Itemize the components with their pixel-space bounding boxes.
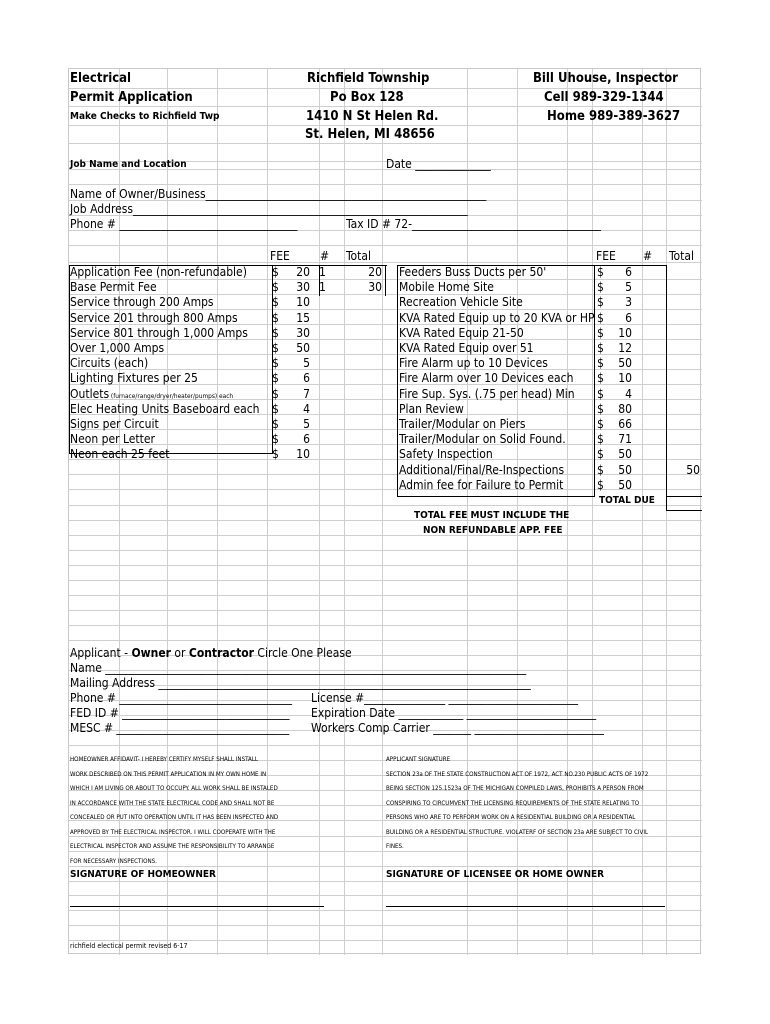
township-po-box: Po Box 128 [330,90,404,105]
left-fee-item-label [70,281,157,293]
affidavit-line: APPROVED BY THE ELECTRICAL INSPECTOR. I WILL COOPERATE WITH THE [70,828,276,836]
job-address-field[interactable]: Job Address______________________________________________________________ [70,202,468,216]
left-fee-dollar: $ [272,295,279,309]
township-street: 1410 N St Helen Rd. [306,109,439,124]
fee-item-name: Neon per Letter [70,432,155,446]
left-fee-item-label [70,327,248,339]
left-fee-item-label [70,357,148,369]
left-fee-item-label [70,403,260,415]
township-city: St. Helen, MI 48656 [305,127,435,142]
fee-item-name: Circuits (each) [70,356,149,370]
licensing-notice-line: BUILDING OR A RESIDENTIAL STRUCTURE. VIOLATERF OF SECTION 23a ARE SUBJECT TO CIVIL [386,828,649,836]
license-field[interactable]: License #_______________ ________________________ [311,691,579,705]
licensing-notice-line: APPLICANT SIGNATURE [386,756,451,763]
left-fee-total[interactable]: 30 [368,280,382,294]
right-fee-amount: 3 [625,295,632,309]
right-fee-item-label: Additional/Final/Re-Inspections [399,463,565,477]
total-due-label: TOTAL DUE [599,495,655,506]
right-fee-item-label: KVA Rated Equip up to 20 KVA or HP [399,311,595,325]
right-fee-dollar: $ [597,417,604,431]
right-fee-dollar: $ [597,311,604,325]
right-fee-amount: 10 [618,326,632,340]
left-fee-count[interactable]: 1 [319,280,326,294]
contractor-option[interactable]: Contractor [188,646,254,660]
right-count-header: # [643,249,653,263]
left-fee-dollar: $ [272,447,279,461]
right-fee-dollar: $ [597,387,604,401]
licensing-notice-line: CONSPIRING TO CIRCUMVENT THE LICENSING REQUIREMENTS OF THE STATE RELATING TO [386,799,640,807]
inspector-cell: Cell 989-329-1344 [544,90,664,105]
applicant-suffix: Circle One Please [254,646,352,660]
licensing-notice-line: SECTION 23a OF THE STATE CONSTRUCTION ACT OF 1972, ACT NO.230 PUBLIC ACTS OF 1972 [386,770,649,778]
inspector-name: Bill Uhouse, Inspector [533,71,678,86]
right-fee-item-label: Fire Sup. Sys. (.75 per head) Min [399,387,575,401]
licensing-notice-line: BEING SECTION 125.1523a OF THE MICHIGAN COMPILED LAWS, PROHIBITS A PERSON FROM [386,785,644,792]
left-fee-amount: 4 [303,402,310,416]
right-fee-dollar: $ [597,280,604,294]
right-fee-item-label: Admin fee for Failure to Permit [399,478,564,492]
left-fee-item-label [70,433,155,445]
licensee-signature-label: SIGNATURE OF LICENSEE OR HOME OWNER [386,869,605,880]
right-fee-dollar: $ [597,463,604,477]
fee-item-name: Application Fee (non-refundable) [70,265,247,279]
left-fee-dollar: $ [272,280,279,294]
right-fee-item-label: Feeders Buss Ducts per 50' [399,265,547,279]
fee-item-name: Service 201 through 800 Amps [70,311,238,325]
left-fee-item-label [70,418,159,430]
right-fee-dollar: $ [597,265,604,279]
form-title-line1: Electrical [70,71,132,86]
right-fee-item-label: Fire Alarm up to 10 Devices [399,356,548,370]
affidavit-line: WHICH I AM LIVING OR ABOUT TO OCCUPY. ALL WORK SHALL BE INSTALED [70,785,278,792]
right-fee-amount: 50 [618,356,632,370]
right-fee-dollar: $ [597,341,604,355]
right-fee-item-label: Plan Review [399,402,464,416]
left-fee-amount: 5 [303,417,310,431]
expiration-field[interactable]: Expiration Date ____________ ________________________ [311,706,597,720]
left-fee-item-label [70,372,198,384]
phone-field[interactable]: Phone # _________________________________ [70,217,298,231]
right-fee-amount: 50 [618,463,632,477]
right-fee-dollar: $ [597,295,604,309]
applicant-name-field[interactable]: Name ______________________________________________________________________________ [70,661,527,675]
left-fee-dollar: $ [272,356,279,370]
affidavit-line: FOR NECESSARY INSPECTIONS. [70,857,157,865]
right-fee-amount: 6 [625,265,632,279]
left-total-header: Total [346,249,372,263]
left-fee-item-label [70,266,247,278]
left-fee-dollar: $ [272,326,279,340]
fee-item-name: Lighting Fixtures per 25 [70,371,198,385]
right-fee-dollar: $ [597,356,604,370]
left-fee-dollar: $ [272,341,279,355]
right-fee-item-label: Safety Inspection [399,447,493,461]
right-fee-amount: 5 [625,280,632,294]
fee-notice-line2: NON REFUNDABLE APP. FEE [423,525,563,536]
applicant-type-line [70,647,352,659]
owner-option[interactable]: Owner [131,646,171,660]
fee-item-name: Service through 200 Amps [70,295,214,309]
fee-item-name: Service 801 through 1,000 Amps [70,326,248,340]
licensing-notice-line: PERSONS WHO ARE TO PERFORM WORK ON A RESIDENTIAL BUILDING OR A RESIDENTIAL [386,814,636,821]
right-total-header: Total [669,249,695,263]
left-fee-dollar: $ [272,432,279,446]
right-fee-amount: 71 [618,432,632,446]
left-fee-amount: 6 [303,432,310,446]
left-fee-dollar: $ [272,402,279,416]
applicant-prefix: Applicant - [70,646,132,660]
right-fee-dollar: $ [597,402,604,416]
left-fee-amount: 5 [303,356,310,370]
left-fee-amount: 15 [296,311,310,325]
left-fee-amount: 7 [303,387,310,401]
left-fee-dollar: $ [272,311,279,325]
homeowner-signature-line[interactable] [70,906,324,907]
right-fee-item-label: Trailer/Modular on Solid Found. [399,432,566,446]
left-fee-item-label [70,388,233,400]
applicant-or: or [170,646,189,660]
left-fee-amount: 30 [296,326,310,340]
left-fee-item-label [70,312,238,324]
affidavit-line: IN ACCORDANCE WITH THE STATE ELECTRICAL CODE AND SHALL NOT BE [70,799,275,807]
fee-item-note: (furnace/range/dryer/heater/pumps) each [109,392,234,400]
workers-comp-field[interactable]: Workers Comp Carrier _______ ________________________ [311,721,604,735]
fee-notice-line1: TOTAL FEE MUST INCLUDE THE [414,510,570,521]
right-fee-amount: 6 [625,311,632,325]
tax-id-field[interactable]: Tax ID # 72-___________________________________ [346,217,601,231]
left-fee-amount: 6 [303,371,310,385]
left-fee-amount: 20 [296,265,310,279]
left-fee-item-label [70,342,164,354]
mailing-address-field[interactable]: Mailing Address _____________________________________________________________________ [70,676,531,690]
left-fee-item-label [70,296,214,308]
inspector-home: Home 989-389-3627 [547,109,681,124]
mesc-field[interactable]: MESC # ________________________________ [70,721,290,735]
left-fee-total[interactable]: 20 [368,265,382,279]
left-fee-amount: 50 [296,341,310,355]
right-fee-dollar: $ [597,478,604,492]
revision-footer: richfield electical permit revised 6-17 [70,942,188,950]
homeowner-signature-label: SIGNATURE OF HOMEOWNER [70,869,216,880]
fee-item-name: Base Permit Fee [70,280,157,294]
left-fee-amount: 10 [296,447,310,461]
fed-id-field[interactable]: FED ID # _______________________________ [70,706,290,720]
left-count-header: # [320,249,330,263]
affidavit-line: HOMEOWNER AFFIDAVIT- I HEREBY CERTIFY MYSELF SHALL INSTALL [70,756,259,763]
date-field[interactable]: Date ______________ [386,157,491,171]
form-title-line2: Permit Application [70,90,193,105]
right-fee-dollar: $ [597,371,604,385]
right-fee-total[interactable]: 50 [686,463,700,477]
right-fee-dollar: $ [597,432,604,446]
right-fee-amount: 50 [618,447,632,461]
left-fee-dollar: $ [272,387,279,401]
fee-item-name: Outlets [70,387,110,401]
owner-field[interactable]: Name of Owner/Business____________________________________________________ [70,187,487,201]
affidavit-line: CONCEALED OR PUT INTO OPERATION UNTIL IT HAS BEEN INSPECTED AND [70,814,279,821]
fee-item-name: Neon each 25 feet [70,447,170,461]
right-fee-item-label: Trailer/Modular on Piers [399,417,526,431]
fee-item-name: Elec Heating Units Baseboard each [70,402,260,416]
left-fee-count[interactable]: 1 [319,265,326,279]
right-fee-item-label: Mobile Home Site [399,280,494,294]
township-name: Richfield Township [307,71,430,86]
fee-item-name: Over 1,000 Amps [70,341,165,355]
right-fee-item-label: KVA Rated Equip over 51 [399,341,534,355]
right-fee-amount: 50 [618,478,632,492]
left-fee-dollar: $ [272,417,279,431]
job-name-label: Job Name and Location [70,159,187,170]
applicant-phone-field[interactable]: Phone # ________________________________ [70,691,293,705]
right-fee-amount: 80 [618,402,632,416]
right-fee-item-label: KVA Rated Equip 21-50 [399,326,524,340]
left-fee-amount: 10 [296,295,310,309]
right-fee-dollar: $ [597,326,604,340]
right-fee-amount: 12 [618,341,632,355]
left-fee-dollar: $ [272,265,279,279]
licensee-signature-line[interactable] [386,906,665,907]
right-fee-amount: 66 [618,417,632,431]
affidavit-line: WORK DESCRIBED ON THIS PERMIT APPLICATION IN MY OWN HOME IN [70,770,267,778]
right-fee-dollar: $ [597,447,604,461]
left-fee-dollar: $ [272,371,279,385]
fee-item-name: Signs per Circuit [70,417,159,431]
right-fee-header: FEE [596,249,616,263]
make-checks-note: Make Checks to Richfield Twp [70,111,220,122]
left-fee-header: FEE [270,249,290,263]
affidavit-line: ELECTRICAL INSPECTOR AND ASSUME THE RESPONSIBILITY TO ARRANGE [70,843,275,850]
right-fee-item-label: Fire Alarm over 10 Devices each [399,371,574,385]
left-fee-amount: 30 [296,280,310,294]
licensing-notice-line: FINES. [386,843,404,850]
right-fee-item-label: Recreation Vehicle Site [399,295,523,309]
left-fee-item-label [70,448,170,460]
right-fee-amount: 10 [618,371,632,385]
right-fee-amount: 4 [625,387,632,401]
